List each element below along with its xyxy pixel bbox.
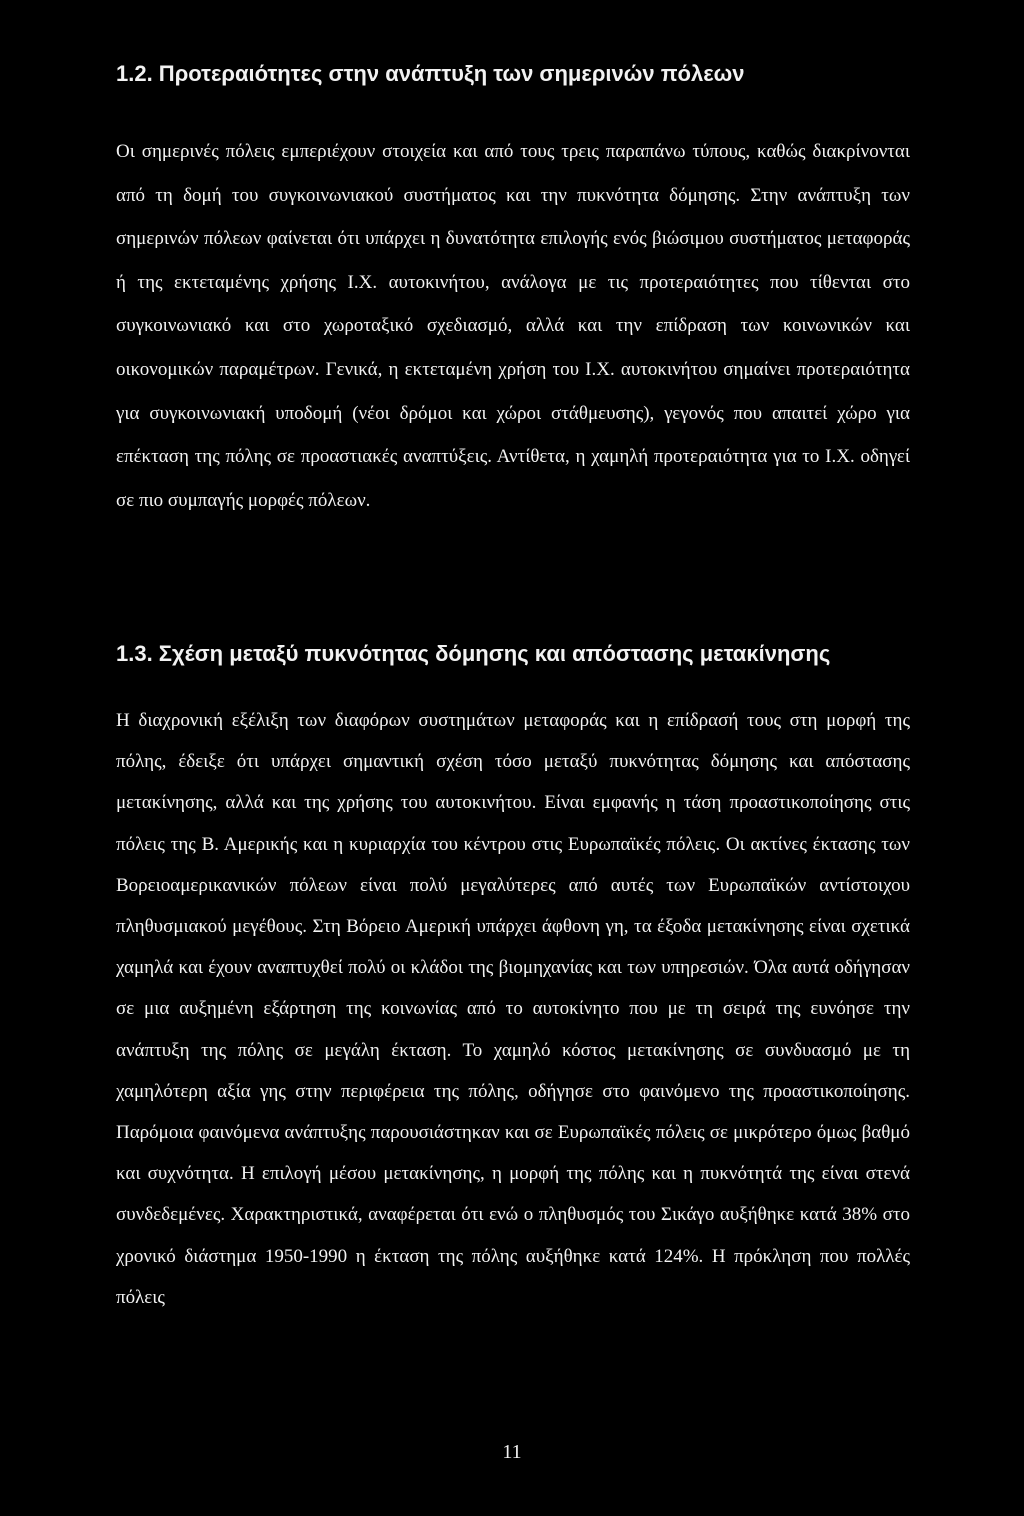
section-heading-1-3: 1.3. Σχέση μεταξύ πυκνότητας δόμησης και απόστασης μετακίνησης: [116, 641, 831, 666]
section-paragraph-1-2: Οι σημερινές πόλεις εμπεριέχουν στοιχεία και από τους τρεις παραπάνω τύπους, καθώς διακρίνονται από τη δομή του συγκοινωνιακού συστήματος και την πυκνότητα δόμησης. Στην ανάπτυξη των σημερινών πόλεων φαίνεται ότι υπάρχει η δυνατότητα επιλογής ενός βιώσιμου συστήματος μεταφοράς ή της εκτεταμένης χρήσης Ι.Χ. αυτοκινήτου, ανάλογα με τις προτεραιότητες που τίθενται στο συγκοινωνιακό και στο χωροταξικό σχεδιασμό, αλλά και την επίδραση των κοινωνικών και οικονομικών παραμέτρων. Γενικά, η εκτεταμένη χρήση του Ι.Χ. αυτοκινήτου σημαίνει προτεραιότητα για συγκοινωνιακή υποδομή (νέοι δρόμοι και χώροι στάθμευσης), γεγονός που απαιτεί χώρο για επέκταση της πόλης σε προαστιακές αναπτύξεις. Αντίθετα, η χαμηλή προτεραιότητα για το Ι.Χ. οδηγεί σε πιο συμπαγής μορφές πόλεων.: [116, 141, 910, 511]
page-number: 11: [502, 1441, 522, 1463]
section-paragraph-1-3: Η διαχρονική εξέλιξη των διαφόρων συστημάτων μεταφοράς και η επίδρασή τους στη μορφή της πόλης, έδειξε ότι υπάρχει σημαντική σχέση τόσο μεταξύ πυκνότητας δόμησης και απόστασης μετακίνησης, αλλά και της χρήσης του αυτοκινήτου. Είναι εμφανής η τάση προαστικοποίησης στις πόλεις της Β. Αμερικής και η κυριαρχία του κέντρου στις Ευρωπαϊκές πόλεις. Οι ακτίνες έκτασης των Βορειοαμερικανικών πόλεων είναι πολύ μεγαλύτερες από αυτές των Ευρωπαϊκών αντίστοιχου πληθυσμιακού μεγέθους. Στη Βόρειο Αμερική υπάρχει άφθονη γη, τα έξοδα μετακίνησης είναι σχετικά χαμηλά και έχουν αναπτυχθεί πολύ οι κλάδοι της βιομηχανίας και των υπηρεσιών. Όλα αυτά οδήγησαν σε μια αυξημένη εξάρτηση της κοινωνίας από το αυτοκίνητο που με τη σειρά της ευνόησε την ανάπτυξη της πόλης σε μεγάλη έκταση. Το χαμηλό κόστος μετακίνησης σε συνδυασμό με τη χαμηλότερη αξία γης στην περιφέρεια της πόλης, οδήγησε στο φαινόμενο της προαστικοποίησης. Παρόμοια φαινόμενα ανάπτυξης παρουσιάστηκαν και σε Ευρωπαϊκές πόλεις σε μικρότερο όμως βαθμό και συχνότητα. Η επιλογή μέσου μετακίνησης, η μορφή της πόλης και η πυκνότητά της είναι στενά συνδεδεμένες. Χαρακτηριστικά, αναφέρεται ότι ενώ ο πληθυσμός του Σικάγο αυξήθηκε κατά 38% στο χρονικό διάστημα 1950-1990 η έκταση της πόλης αυξήθηκε κατά 124%. Η πρόκληση που πολλές πόλεις: [116, 710, 910, 1308]
section-heading-1-2: 1.2. Προτεραιότητες στην ανάπτυξη των σημερινών πόλεων: [116, 61, 745, 86]
